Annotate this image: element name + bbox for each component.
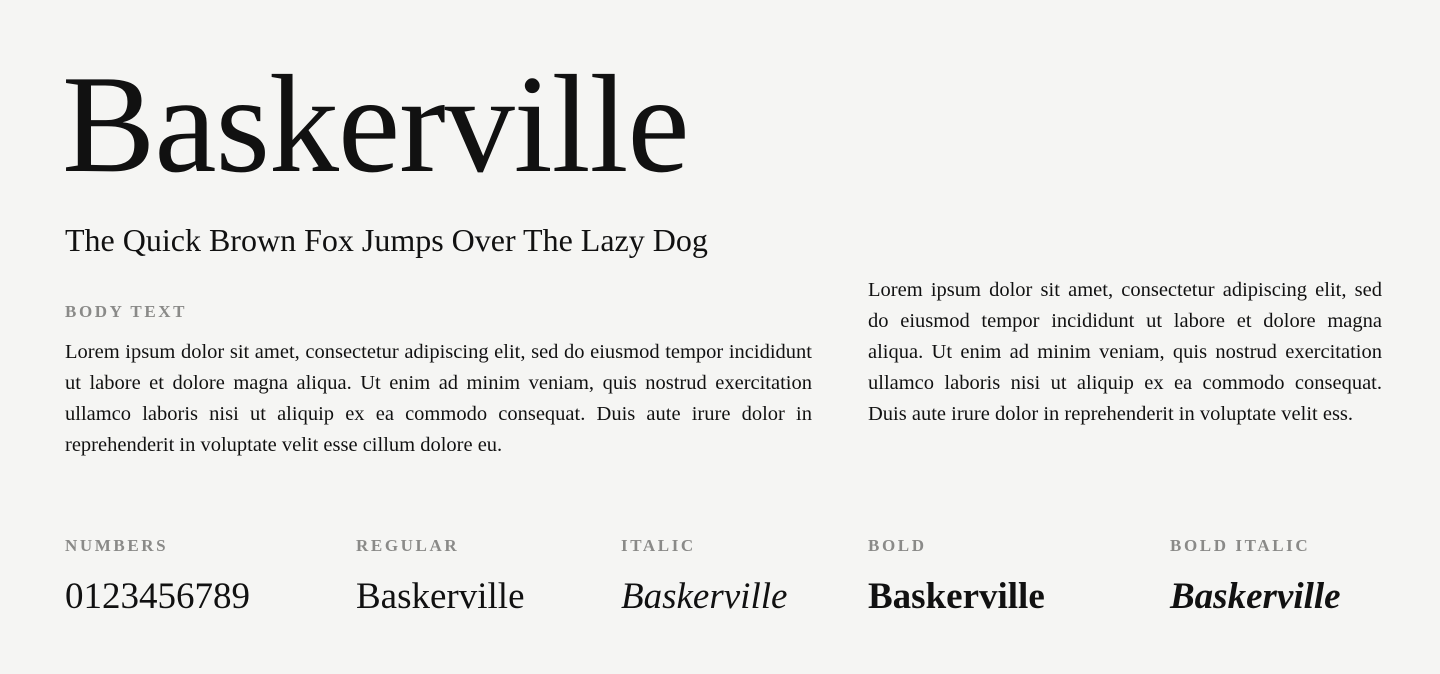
pangram-sample: The Quick Brown Fox Jumps Over The Lazy Dog — [65, 222, 708, 258]
italic-label: ITALIC — [621, 536, 696, 555]
bold-sample: Baskerville — [868, 576, 1045, 617]
regular-label: REGULAR — [356, 536, 460, 555]
numbers-label: NUMBERS — [65, 536, 169, 555]
body-paragraph-left: Lorem ipsum dolor sit amet, consectetur adipiscing elit, sed do eiusmod tempor incididunt ut labore et dolore magna aliqua. Ut enim ad minim veniam, quis nostrud exercitation ullamco laboris nisi ut aliquip ex ea commodo consequat. Duis aute irure dolor in reprehenderit in voluptate velit esse cillum dolore eu. — [65, 341, 812, 456]
italic-sample: Baskerville — [621, 576, 788, 617]
bold-italic-sample: Baskerville — [1170, 576, 1341, 617]
body-paragraph-right: Lorem ipsum dolor sit amet, consectetur adipiscing elit, sed do eiusmod tempor incididunt ut labore et dolore magna aliqua. Ut enim ad minim veniam, quis nostrud exercitation ullamco laboris nisi ut aliquip ex ea commodo consequat. Duis aute irure dolor in reprehenderit in voluptate velit ess. — [868, 279, 1382, 425]
numbers-sample: 0123456789 — [65, 576, 250, 617]
regular-sample: Baskerville — [356, 576, 525, 617]
bold-label: BOLD — [868, 536, 927, 555]
body-text-label: BODY TEXT — [65, 302, 188, 321]
font-title: Baskerville — [62, 47, 689, 202]
bold-italic-label: BOLD ITALIC — [1170, 536, 1311, 555]
